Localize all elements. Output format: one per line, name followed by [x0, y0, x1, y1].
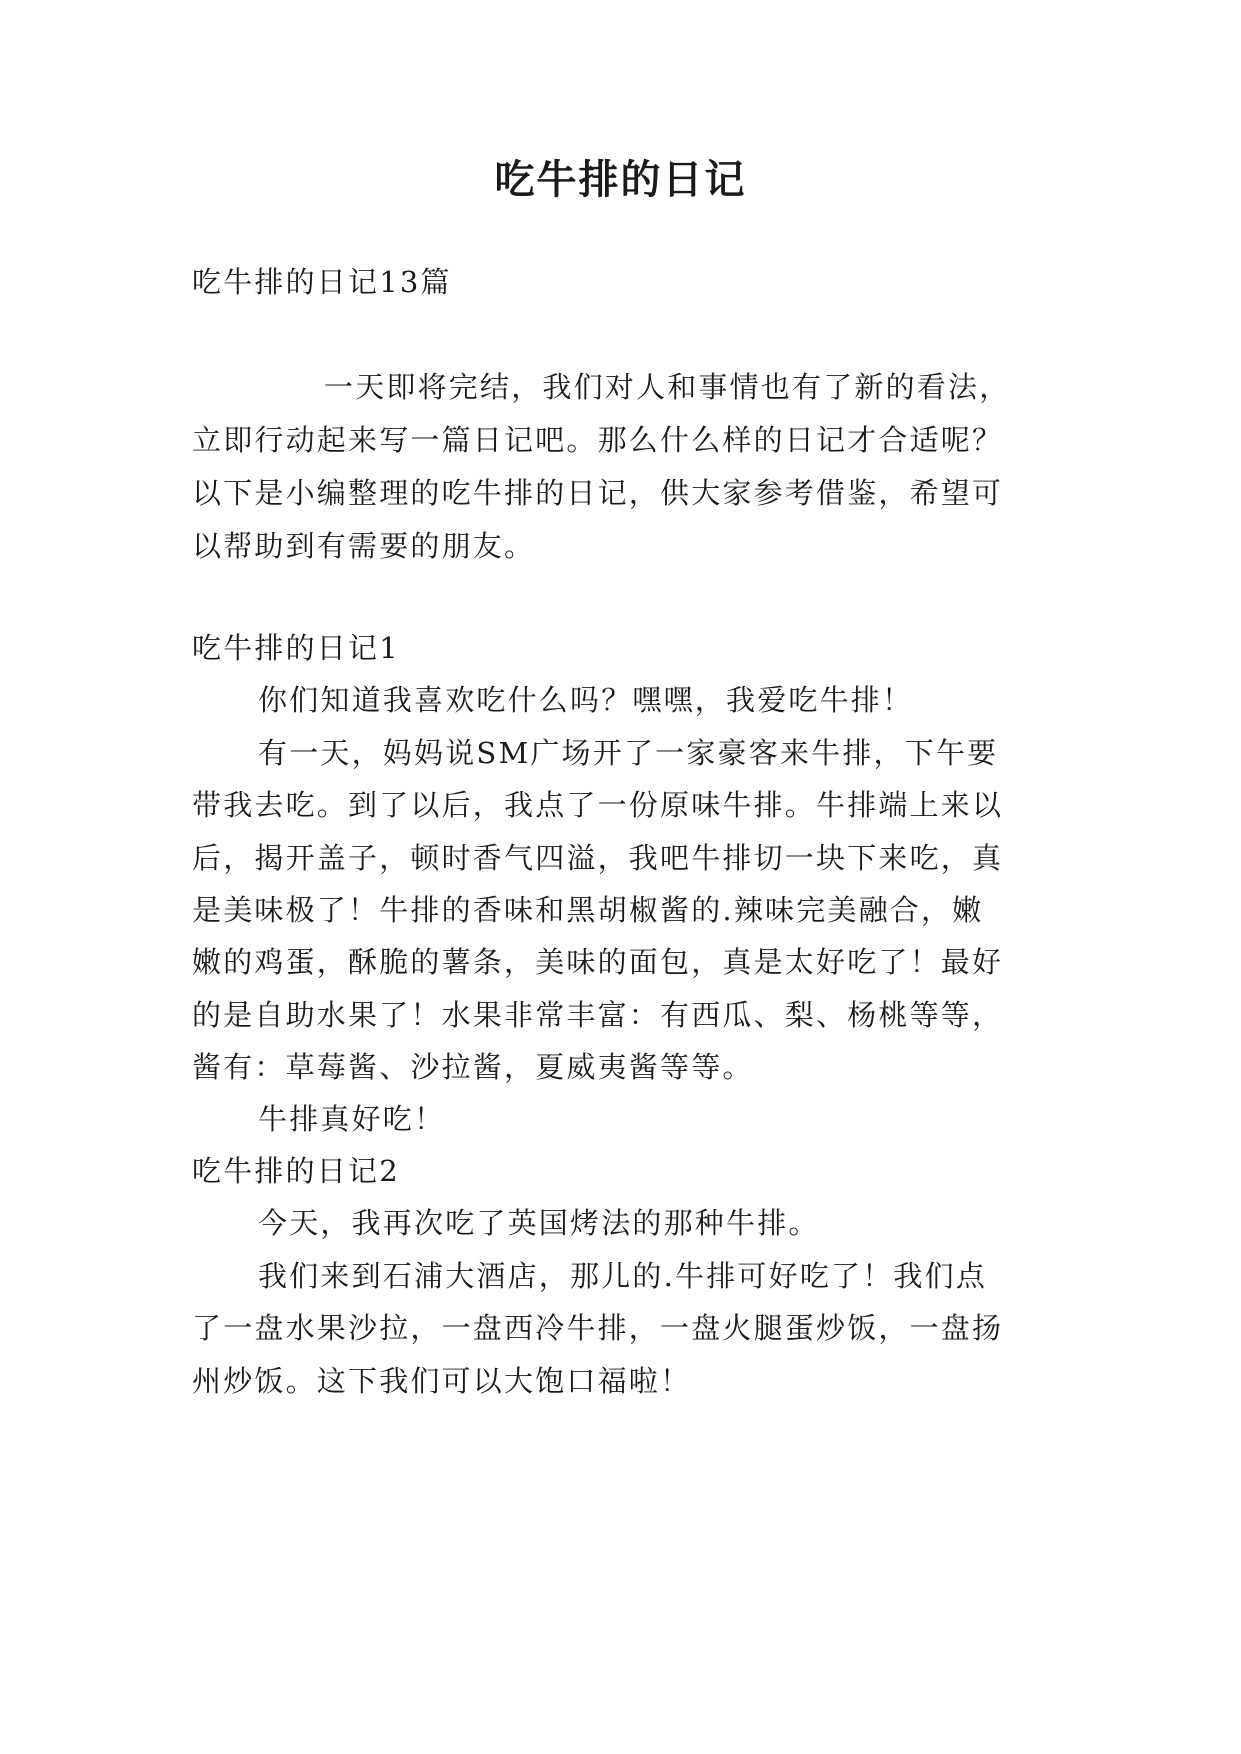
- intro-line: 立即行动起来写一篇日记吧。那么什么样的日记才合适呢？: [192, 423, 1004, 457]
- diary-2-paragraph-line: 今天，我再次吃了英国烤法的那种牛排。: [258, 1206, 820, 1240]
- diary-1-paragraph-line: 后，揭开盖子，顿时香气四溢，我吧牛排切一块下来吃，真: [192, 841, 1004, 875]
- diary-1-paragraph-line: 是美味极了！牛排的香味和黑胡椒酱的.辣味完美融合，嫩: [192, 893, 984, 927]
- diary-1-paragraph-line: 牛排真好吃！: [258, 1102, 446, 1136]
- intro-line: 以下是小编整理的吃牛排的日记，供大家参考借鉴，希望可: [192, 476, 1004, 510]
- document-title: 吃牛排的日记: [494, 157, 747, 203]
- diary-2-paragraph-line: 我们来到石浦大酒店，那儿的.牛排可好吃了！我们点: [258, 1259, 988, 1293]
- diary-2-heading: 吃牛排的日记2: [192, 1154, 400, 1188]
- diary-1-paragraph-line: 酱有：草莓酱、沙拉酱，夏威夷酱等等。: [192, 1050, 754, 1084]
- intro-line: 以帮助到有需要的朋友。: [192, 529, 536, 563]
- diary-1-paragraph-line: 有一天，妈妈说SM广场开了一家豪客来牛排，下午要: [258, 736, 999, 770]
- diary-2-paragraph-line: 了一盘水果沙拉，一盘西冷牛排，一盘火腿蛋炒饭，一盘扬: [192, 1311, 1004, 1345]
- diary-2-paragraph-line: 州炒饭。这下我们可以大饱口福啦！: [192, 1364, 692, 1398]
- diary-1-heading: 吃牛排的日记1: [192, 631, 400, 665]
- document-subtitle: 吃牛排的日记13篇: [192, 265, 452, 299]
- diary-1-paragraph-line: 你们知道我喜欢吃什么吗？嘿嘿，我爱吃牛排！: [258, 683, 914, 717]
- diary-1-paragraph-line: 带我去吃。到了以后，我点了一份原味牛排。牛排端上来以: [192, 788, 1004, 822]
- diary-1-paragraph-line: 嫩的鸡蛋，酥脆的薯条，美味的面包，真是太好吃了！最好: [192, 945, 1004, 979]
- diary-1-paragraph-line: 的是自助水果了！水果非常丰富：有西瓜、梨、杨桃等等，: [192, 998, 1004, 1032]
- intro-line: 一天即将完结，我们对人和事情也有了新的看法，: [324, 370, 1011, 404]
